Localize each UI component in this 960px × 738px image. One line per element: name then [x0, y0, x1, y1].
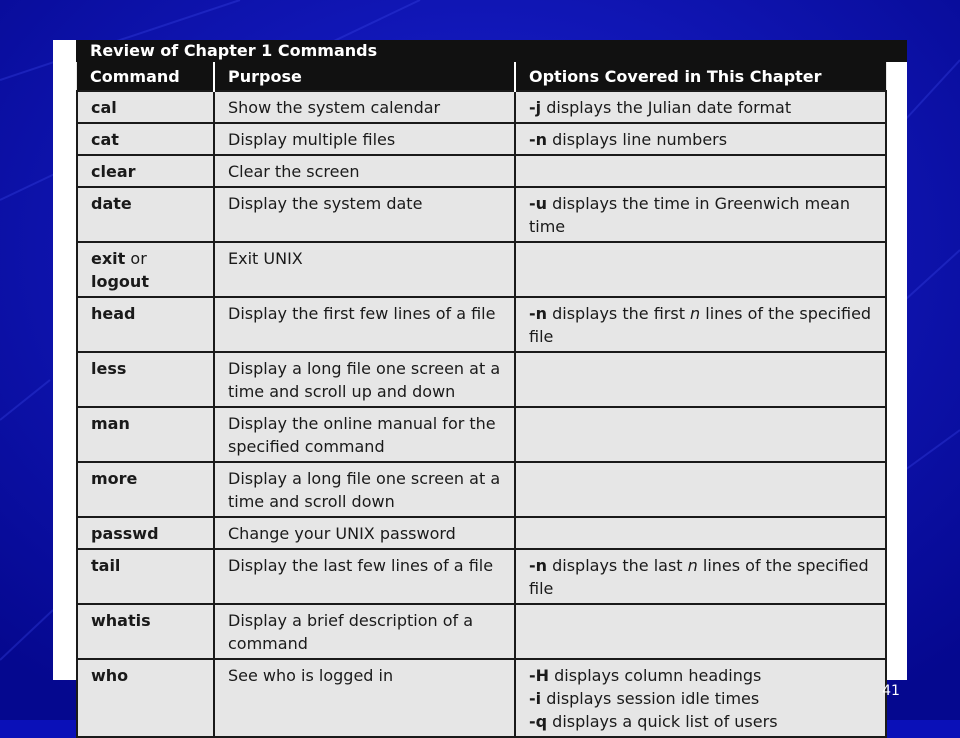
option-text: displays line numbers: [547, 130, 728, 149]
table-title: Review of Chapter 1 Commands: [76, 40, 907, 62]
command-name: man: [91, 414, 130, 433]
purpose-cell: Change your UNIX password: [214, 517, 515, 549]
options-cell: [515, 549, 886, 604]
command-name-alt: logout: [91, 272, 149, 291]
command-name: whatis: [91, 611, 151, 630]
option-text: displays column headings: [549, 666, 762, 685]
table-row: [77, 297, 886, 352]
option-text: displays the last: [547, 556, 688, 575]
purpose-cell: Clear the screen: [214, 155, 515, 187]
command-name: head: [91, 304, 136, 323]
options-cell: [515, 242, 886, 297]
command-cell: [77, 549, 214, 604]
purpose-cell: Display the system date: [214, 187, 515, 242]
options-cell: [515, 352, 886, 407]
table-row: [77, 549, 886, 604]
table-row: [77, 517, 886, 549]
option-variable: n: [690, 304, 701, 323]
option-line: [529, 192, 873, 238]
option-line: [529, 554, 873, 600]
command-name: cat: [91, 130, 119, 149]
column-header-purpose: Purpose: [214, 62, 515, 91]
command-name: exit: [91, 249, 126, 268]
options-cell: [515, 517, 886, 549]
options-cell: [515, 297, 886, 352]
option-text: displays the time in Greenwich mean time: [529, 194, 850, 236]
option-text: displays session idle times: [541, 689, 760, 708]
command-cell: [77, 407, 214, 462]
table-row: [77, 659, 886, 737]
option-line: [529, 302, 873, 348]
options-cell: [515, 187, 886, 242]
table-row: [77, 352, 886, 407]
command-name: passwd: [91, 524, 159, 543]
option-line: [529, 687, 873, 710]
table-row: [77, 123, 886, 155]
table-body: [77, 91, 886, 737]
command-cell: [77, 155, 214, 187]
table-row: [77, 604, 886, 659]
command-cell: [77, 187, 214, 242]
option-flag: -n: [529, 130, 548, 149]
purpose-cell: Display a brief description of a command: [214, 604, 515, 659]
purpose-cell: See who is logged in: [214, 659, 515, 737]
option-line: [529, 664, 873, 687]
command-name: who: [91, 666, 129, 685]
option-line: [529, 96, 873, 119]
command-cell: [77, 604, 214, 659]
purpose-cell: Display a long file one screen at a time and scroll up and down: [214, 352, 515, 407]
options-cell: [515, 91, 886, 123]
option-text-rest: lines of the specified file: [529, 304, 872, 346]
option-text-rest: lines of the specified file: [529, 556, 869, 598]
option-flag: -q: [529, 712, 548, 731]
command-name: date: [91, 194, 132, 213]
option-line: [529, 710, 873, 733]
command-cell: [77, 242, 214, 297]
column-header-command: Command: [77, 62, 214, 91]
option-line: [529, 128, 873, 151]
options-cell: [515, 407, 886, 462]
option-flag: -n: [529, 556, 548, 575]
page-number: 41: [882, 683, 900, 699]
table-row: [77, 155, 886, 187]
options-cell: [515, 604, 886, 659]
table-row: [77, 462, 886, 517]
option-flag: -n: [529, 304, 548, 323]
command-cell: [77, 352, 214, 407]
command-name: cal: [91, 98, 117, 117]
command-cell: [77, 659, 214, 737]
header-row: [77, 62, 886, 91]
command-cell: [77, 517, 214, 549]
option-flag: -H: [529, 666, 550, 685]
command-cell: [77, 297, 214, 352]
command-cell: [77, 123, 214, 155]
table-row: [77, 187, 886, 242]
purpose-cell: Display a long file one screen at a time and scroll down: [214, 462, 515, 517]
command-name: tail: [91, 556, 121, 575]
option-text: displays the first: [547, 304, 691, 323]
table-row: [77, 242, 886, 297]
purpose-cell: Show the system calendar: [214, 91, 515, 123]
commands-table: [76, 62, 887, 738]
option-flag: -i: [529, 689, 542, 708]
option-flag: -j: [529, 98, 542, 117]
command-name: more: [91, 469, 138, 488]
options-cell: [515, 123, 886, 155]
purpose-cell: Display multiple files: [214, 123, 515, 155]
table-row: [77, 407, 886, 462]
options-cell: [515, 659, 886, 737]
options-cell: [515, 462, 886, 517]
command-name: less: [91, 359, 127, 378]
option-text: displays the Julian date format: [541, 98, 792, 117]
options-cell: [515, 155, 886, 187]
table-row: [77, 91, 886, 123]
purpose-cell: Display the last few lines of a file: [214, 549, 515, 604]
purpose-cell: Display the first few lines of a file: [214, 297, 515, 352]
command-cell: [77, 462, 214, 517]
command-joiner: or: [125, 249, 147, 268]
option-variable: n: [687, 556, 698, 575]
column-header-options: Options Covered in This Chapter: [515, 62, 886, 91]
option-flag: -u: [529, 194, 548, 213]
command-cell: [77, 91, 214, 123]
option-text: displays a quick list of users: [547, 712, 778, 731]
purpose-cell: Display the online manual for the specified command: [214, 407, 515, 462]
purpose-cell: Exit UNIX: [214, 242, 515, 297]
command-name: clear: [91, 162, 136, 181]
